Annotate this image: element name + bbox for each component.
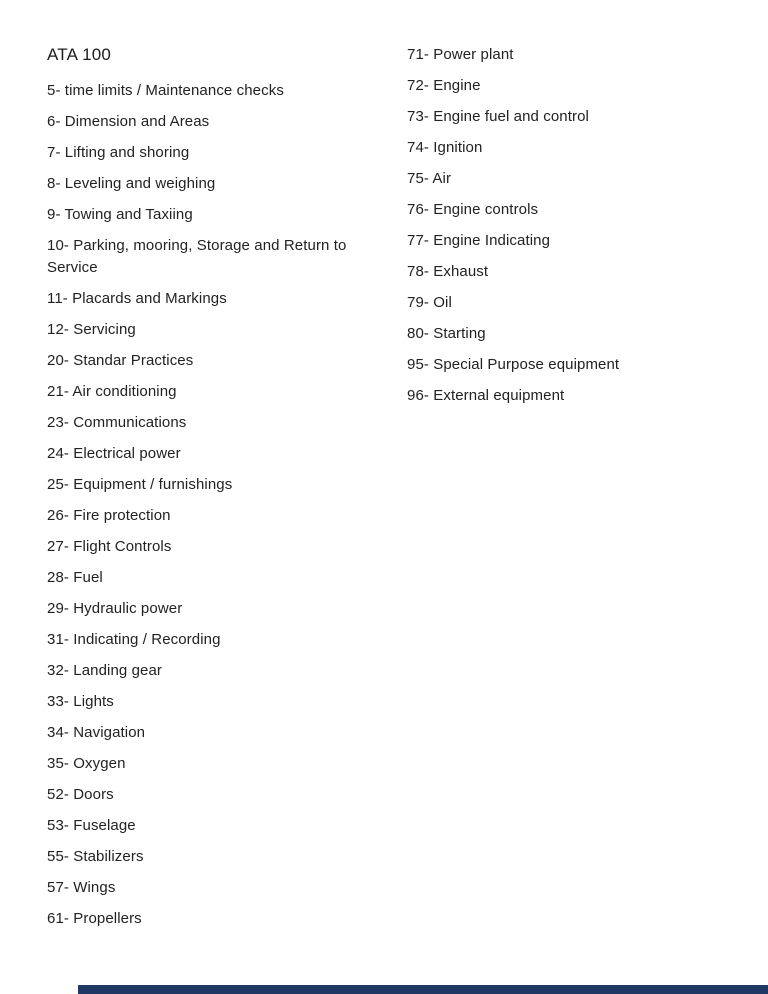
list-item: 79- Oil [407,294,452,311]
list-item: 71- Power plant [407,46,514,63]
list-item: 21- Air conditioning [47,383,177,400]
list-item: 24- Electrical power [47,445,181,462]
bottom-edge-bar [78,985,768,994]
list-item: 27- Flight Controls [47,538,172,555]
left-column [47,44,369,939]
list-item: 77- Engine Indicating [407,232,551,249]
list-item: 61- Propellers [47,910,142,927]
list-item: 29- Hydraulic power [47,600,183,617]
list-item: 53- Fuselage [47,817,136,834]
right-column-list [407,44,768,407]
right-column [407,44,768,939]
list-item: 8- Leveling and weighing [47,175,216,192]
list-item: 9- Towing and Taxiing [47,206,193,223]
page-title: ATA 100 [47,45,112,64]
list-item: 78- Exhaust [407,263,489,280]
list-item: 52- Doors [47,786,114,803]
list-item: 10- Parking, mooring, Storage and Return to Service [47,237,347,276]
list-item: 57- Wings [47,879,116,896]
list-item: 23- Communications [47,414,187,431]
list-item: 72- Engine [407,77,481,94]
list-item: 76- Engine controls [407,201,539,218]
list-item: 35- Oxygen [47,755,126,772]
list-item: 12- Servicing [47,321,136,338]
list-item: 6- Dimension and Areas [47,113,210,130]
list-item: 25- Equipment / furnishings [47,476,233,493]
list-item: 28- Fuel [47,569,103,586]
list-item: 33- Lights [47,693,114,710]
list-item: 5- time limits / Maintenance checks [47,82,284,99]
list-item: 96- External equipment [407,387,565,404]
list-item: 7- Lifting and shoring [47,144,190,161]
list-item: 32- Landing gear [47,662,163,679]
list-item: 55- Stabilizers [47,848,144,865]
list-item: 11- Placards and Markings [47,290,227,307]
list-item: 31- Indicating / Recording [47,631,221,648]
list-item: 74- Ignition [407,139,483,156]
left-column-list [47,80,369,930]
list-item: 34- Navigation [47,724,146,741]
list-item: 75- Air [407,170,452,187]
list-item: 95- Special Purpose equipment [407,356,620,373]
list-item: 20- Standar Practices [47,352,194,369]
list-item: 73- Engine fuel and control [407,108,589,125]
list-item: 80- Starting [407,325,486,342]
list-item: 26- Fire protection [47,507,171,524]
